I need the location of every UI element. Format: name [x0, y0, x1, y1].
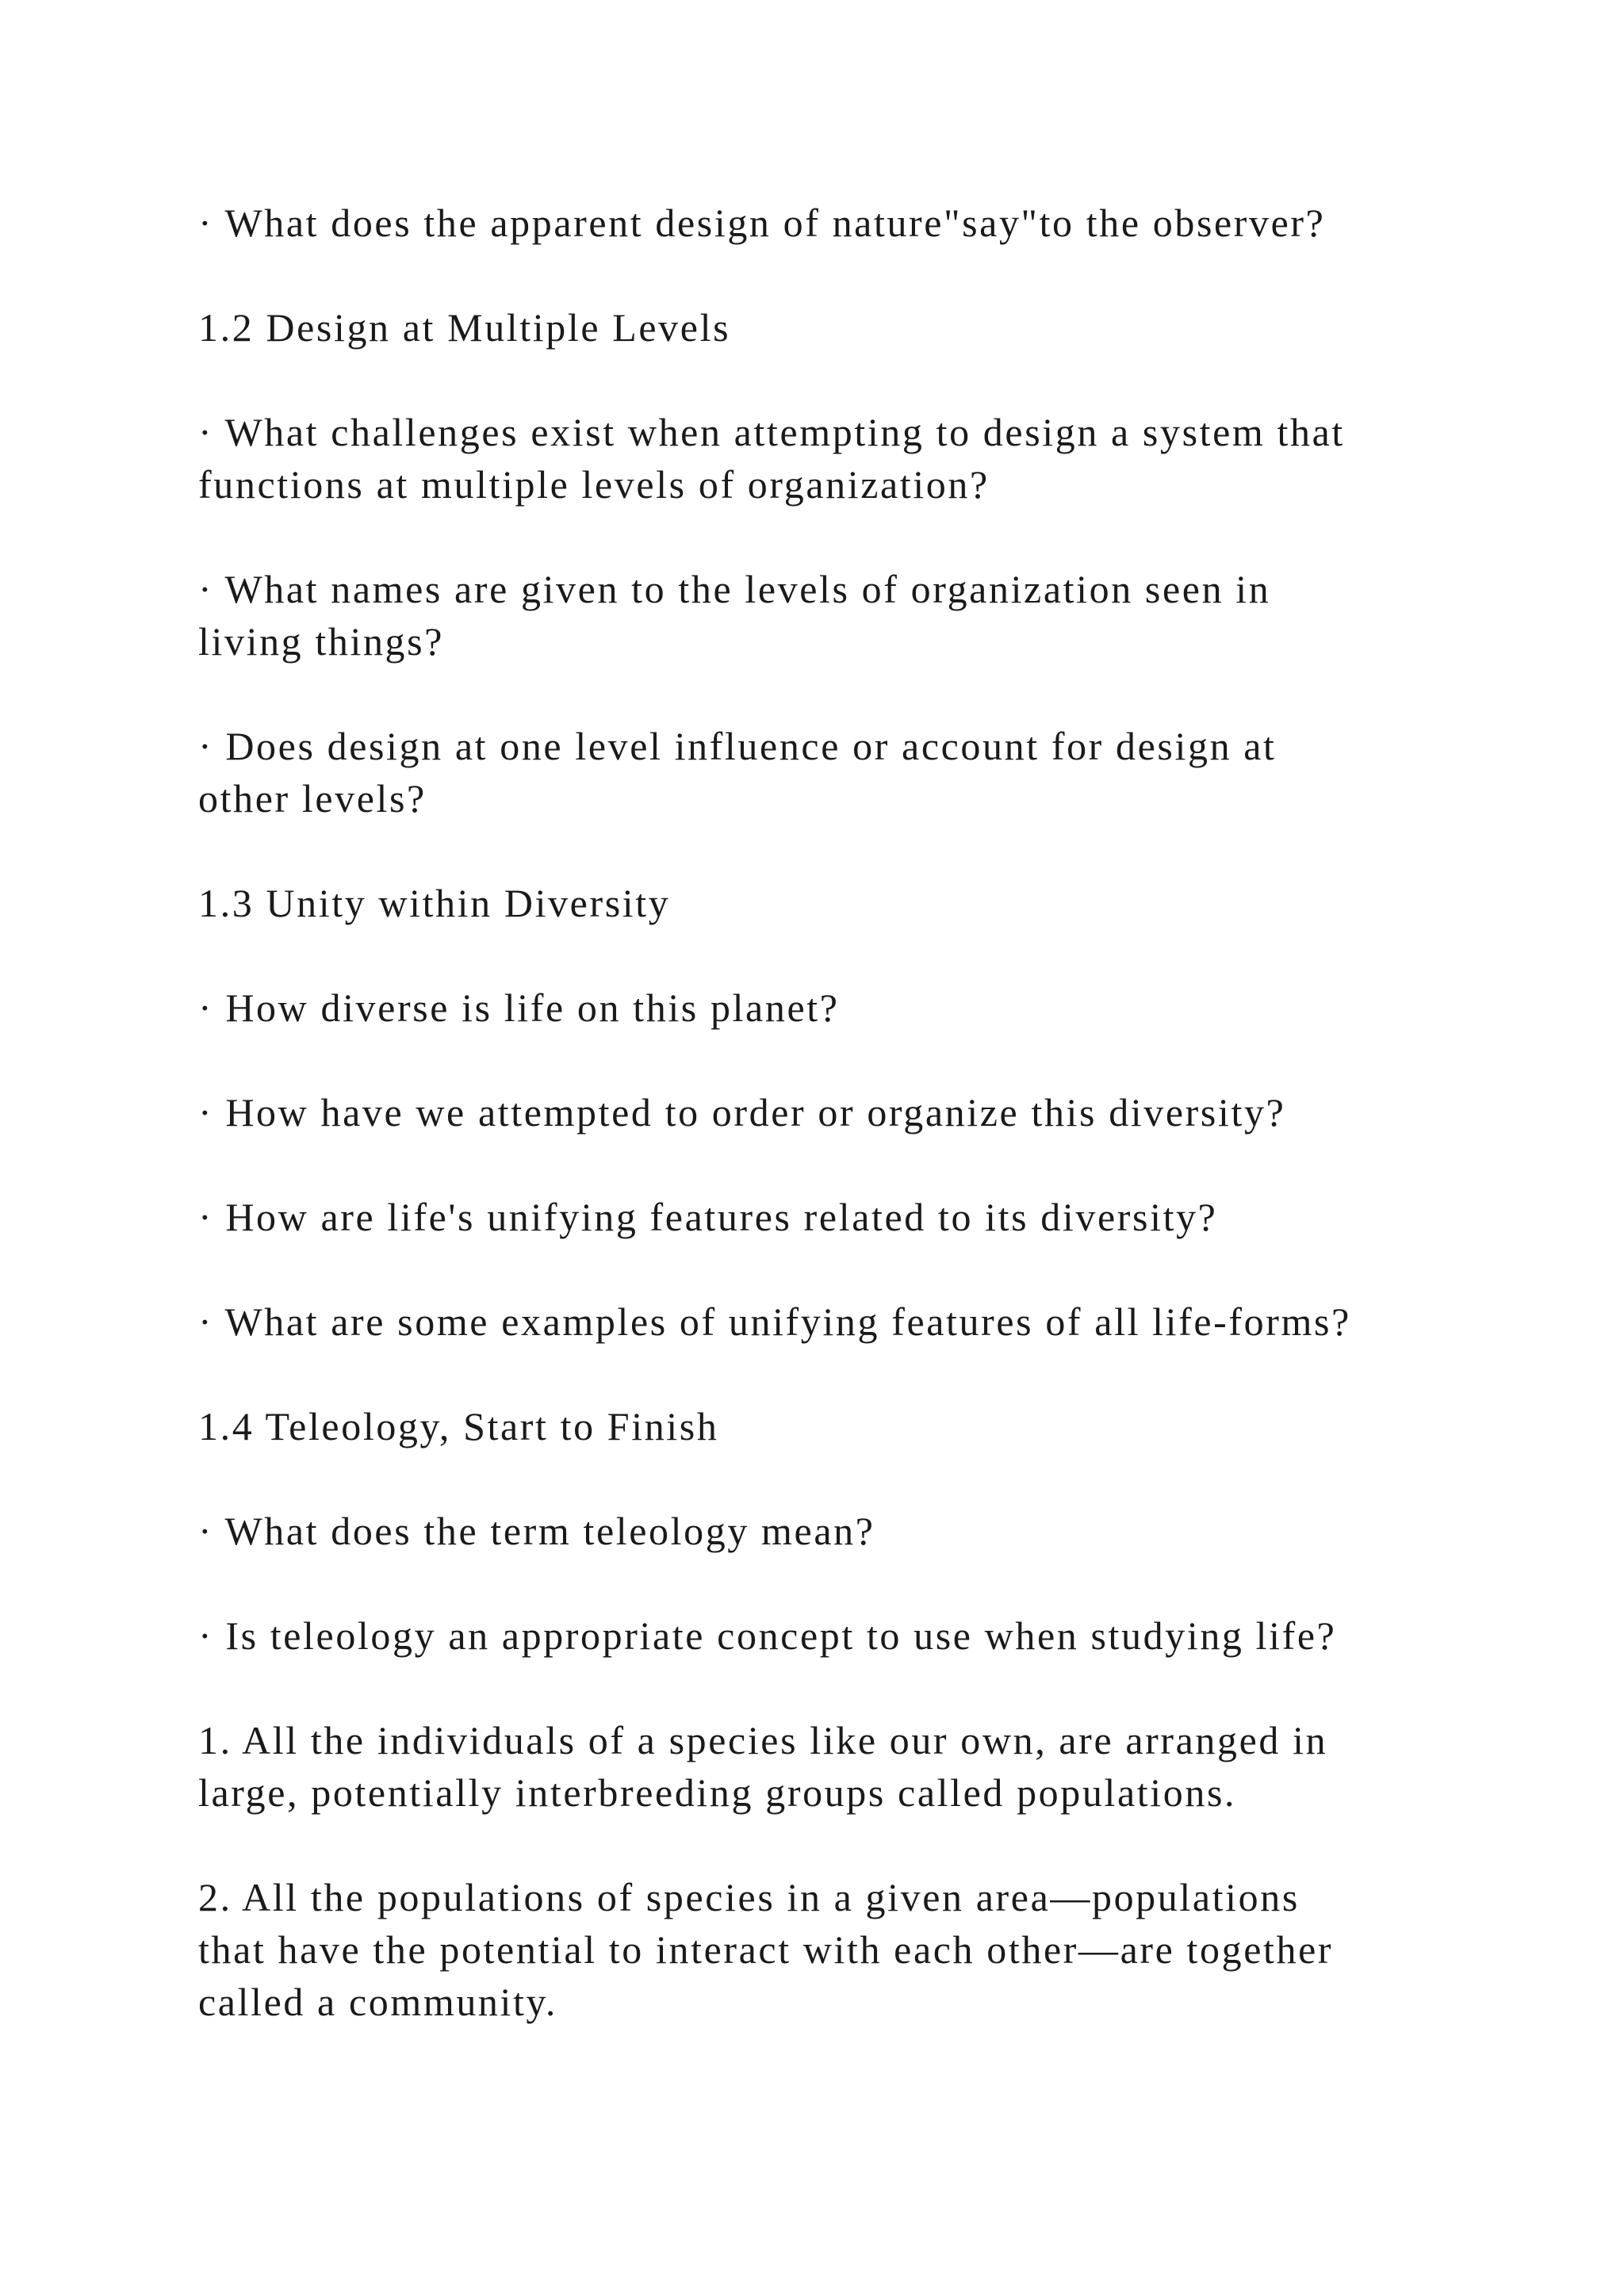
heading-design-multiple-levels: 1.2 Design at Multiple Levels — [198, 305, 731, 350]
heading-teleology: 1.4 Teleology, Start to Finish — [198, 1404, 719, 1448]
question-teleology-appropriate: · Is teleology an appropriate concept to use when studying life? — [198, 1613, 1337, 1658]
heading-unity-within-diversity: 1.3 Unity within Diversity — [198, 881, 671, 925]
question-design-influence-line-1: · Does design at one level influence or account for design at — [198, 724, 1277, 768]
question-how-diverse: · How diverse is life on this planet? — [198, 985, 840, 1030]
question-teleology-meaning: · What does the term teleology mean? — [198, 1509, 875, 1553]
question-level-names-line-1: · What names are given to the levels of organization seen in — [198, 567, 1271, 611]
question-challenges-line-2: functions at multiple levels of organization? — [198, 462, 990, 507]
item-populations-line-1: 1. All the individuals of a species like our own, are arranged in — [198, 1718, 1328, 1762]
item-community-line-2: that have the potential to interact with each other—are together — [198, 1927, 1334, 1972]
question-challenges-line-1: · What challenges exist when attempting to design a system that — [198, 410, 1345, 454]
question-order-diversity: · How have we attempted to order or organize this diversity? — [198, 1090, 1286, 1135]
question-unifying-features: · How are life's unifying features related to its diversity? — [198, 1195, 1218, 1239]
question-design-influence-line-2: other levels? — [198, 776, 427, 821]
question-apparent-design: · What does the apparent design of nature"say"to the observer? — [198, 201, 1326, 245]
question-examples-unifying: · What are some examples of unifying features of all life-forms? — [198, 1299, 1351, 1344]
item-community-line-3: called a community. — [198, 1980, 557, 2024]
item-community-line-1: 2. All the populations of species in a given area—populations — [198, 1875, 1300, 1919]
item-populations-line-2: large, potentially interbreeding groups called populations. — [198, 1770, 1237, 1815]
question-level-names-line-2: living things? — [198, 619, 445, 664]
